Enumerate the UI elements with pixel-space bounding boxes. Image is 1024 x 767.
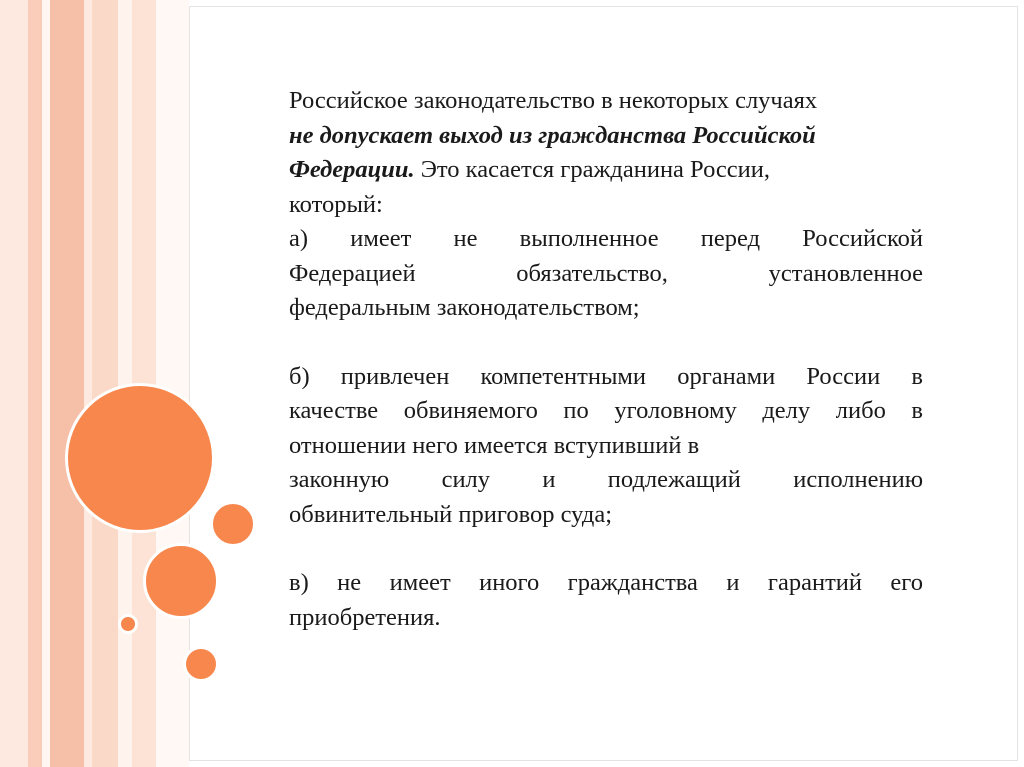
text-line: в) не имеет иного гражданства и гарантий его xyxy=(289,569,923,596)
stripe xyxy=(156,0,189,767)
slide-body-text xyxy=(289,84,923,635)
stripe xyxy=(84,0,92,767)
stripe xyxy=(28,0,42,767)
medium-orange-circle xyxy=(143,543,219,619)
list-item-a xyxy=(289,222,923,326)
text-line: федеральным законодательством; xyxy=(289,294,640,321)
emphasis-text: не допускает выход из гражданства Российской xyxy=(289,121,816,149)
text-line: а) имеет не выполненное перед Российской xyxy=(289,225,923,252)
spacer xyxy=(289,326,923,360)
small-orange-circle xyxy=(210,501,256,547)
stripe xyxy=(50,0,84,767)
intro-text: который: xyxy=(289,190,383,218)
text-line: б) привлечен компетентными органами России в xyxy=(289,362,923,390)
spacer xyxy=(289,532,923,566)
list-item-c xyxy=(289,566,923,635)
stripe xyxy=(92,0,118,767)
text-line: качестве обвиняемого по уголовному делу либо в xyxy=(289,397,923,424)
text-line: законную силу и подлежащий исполнению xyxy=(289,466,923,493)
stripe xyxy=(0,0,28,767)
large-orange-circle xyxy=(65,383,215,533)
tiny-orange-circle xyxy=(118,614,138,634)
emphasis-text: Федерации. xyxy=(289,156,415,183)
list-item-b xyxy=(289,360,923,533)
intro-text: Российское законодательство в некоторых случаях xyxy=(289,87,818,114)
intro-text: Это касается гражданина России, xyxy=(414,156,771,183)
decorative-stripes xyxy=(0,0,200,767)
text-line: обвинительный приговор суда; xyxy=(289,500,612,528)
text-line: отношении него имеется вступивший в xyxy=(289,431,700,459)
intro-paragraph xyxy=(289,84,923,222)
text-line: Федерацией обязательство, установленное xyxy=(289,259,923,287)
stripe xyxy=(42,0,50,767)
small-orange-circle xyxy=(183,646,219,682)
text-line: приобретения. xyxy=(289,603,441,631)
